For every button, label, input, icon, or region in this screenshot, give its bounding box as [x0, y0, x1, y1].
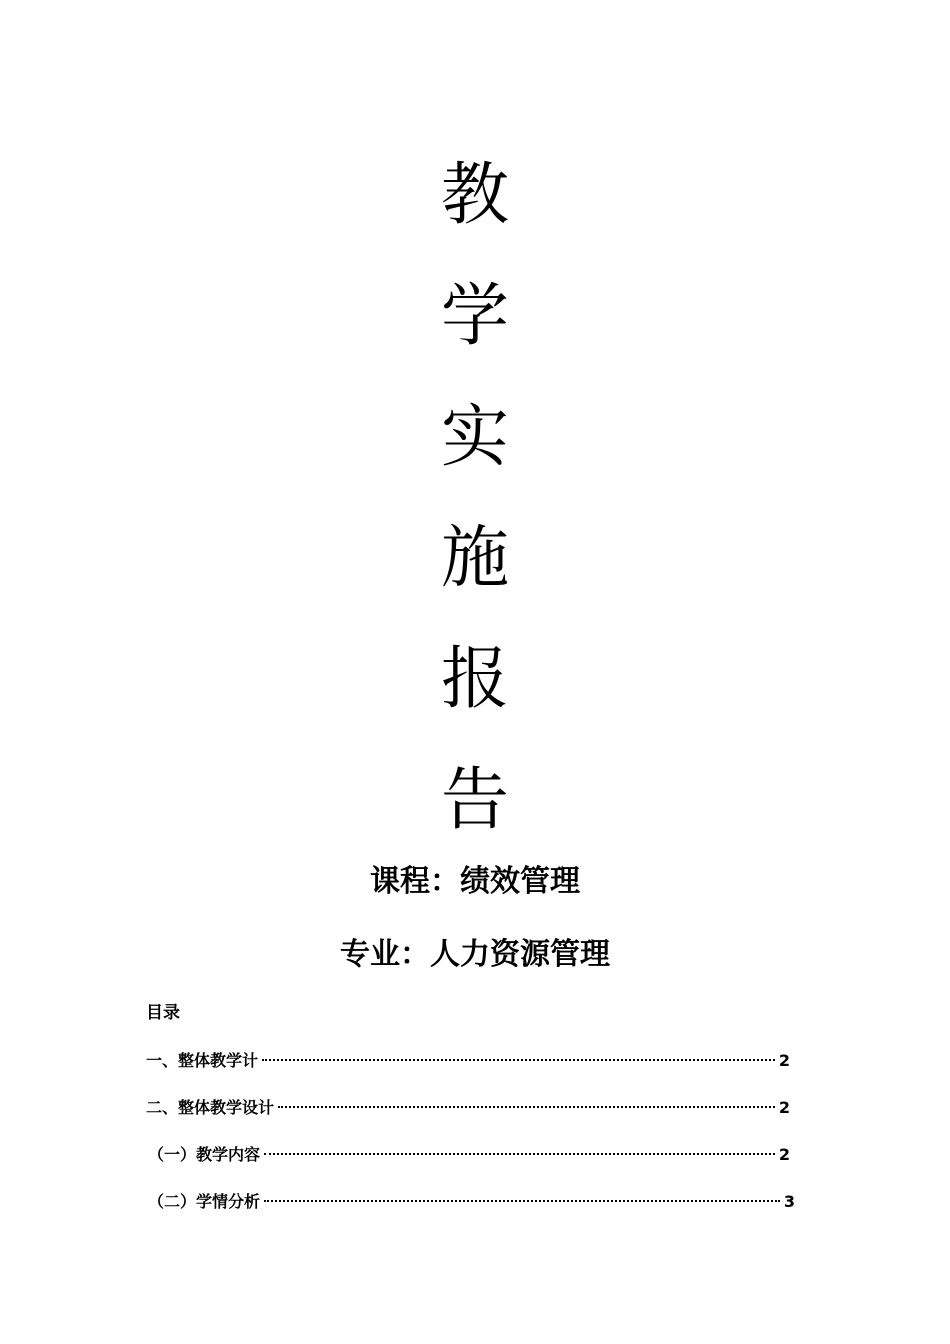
toc-heading: 目录: [146, 1003, 180, 1023]
toc-entry[interactable]: [148, 1190, 795, 1214]
course-line: 课程：绩效管理: [370, 864, 580, 899]
title-char: 学: [440, 277, 509, 356]
toc-dot-leader: [264, 1153, 775, 1155]
toc-dot-leader: [278, 1106, 775, 1108]
title-char: 告: [440, 761, 509, 840]
toc-dot-leader: [264, 1200, 780, 1202]
toc-entry[interactable]: [146, 1096, 790, 1120]
title-char: 报: [440, 640, 509, 719]
toc-entry-label: 一、整体教学计: [146, 1051, 259, 1070]
toc-dot-leader: [262, 1059, 775, 1061]
document-title: [0, 135, 950, 861]
title-char: 施: [440, 519, 509, 598]
toc-entry[interactable]: [148, 1143, 790, 1167]
toc-entry-page: 2: [778, 1098, 790, 1117]
title-char: 教: [440, 156, 509, 235]
toc-entry-label: （二）学情分析: [148, 1192, 261, 1211]
toc-entry-label: 二、整体教学设计: [146, 1098, 275, 1117]
toc-entry[interactable]: [146, 1049, 790, 1073]
toc-entry-label: （一）教学内容: [148, 1145, 261, 1164]
toc-entry-page: 2: [778, 1051, 790, 1070]
major-line: 专业：人力资源管理: [340, 937, 610, 972]
toc-entry-page: 3: [783, 1192, 795, 1211]
toc-entry-page: 2: [778, 1145, 790, 1164]
title-char: 实: [440, 398, 509, 477]
